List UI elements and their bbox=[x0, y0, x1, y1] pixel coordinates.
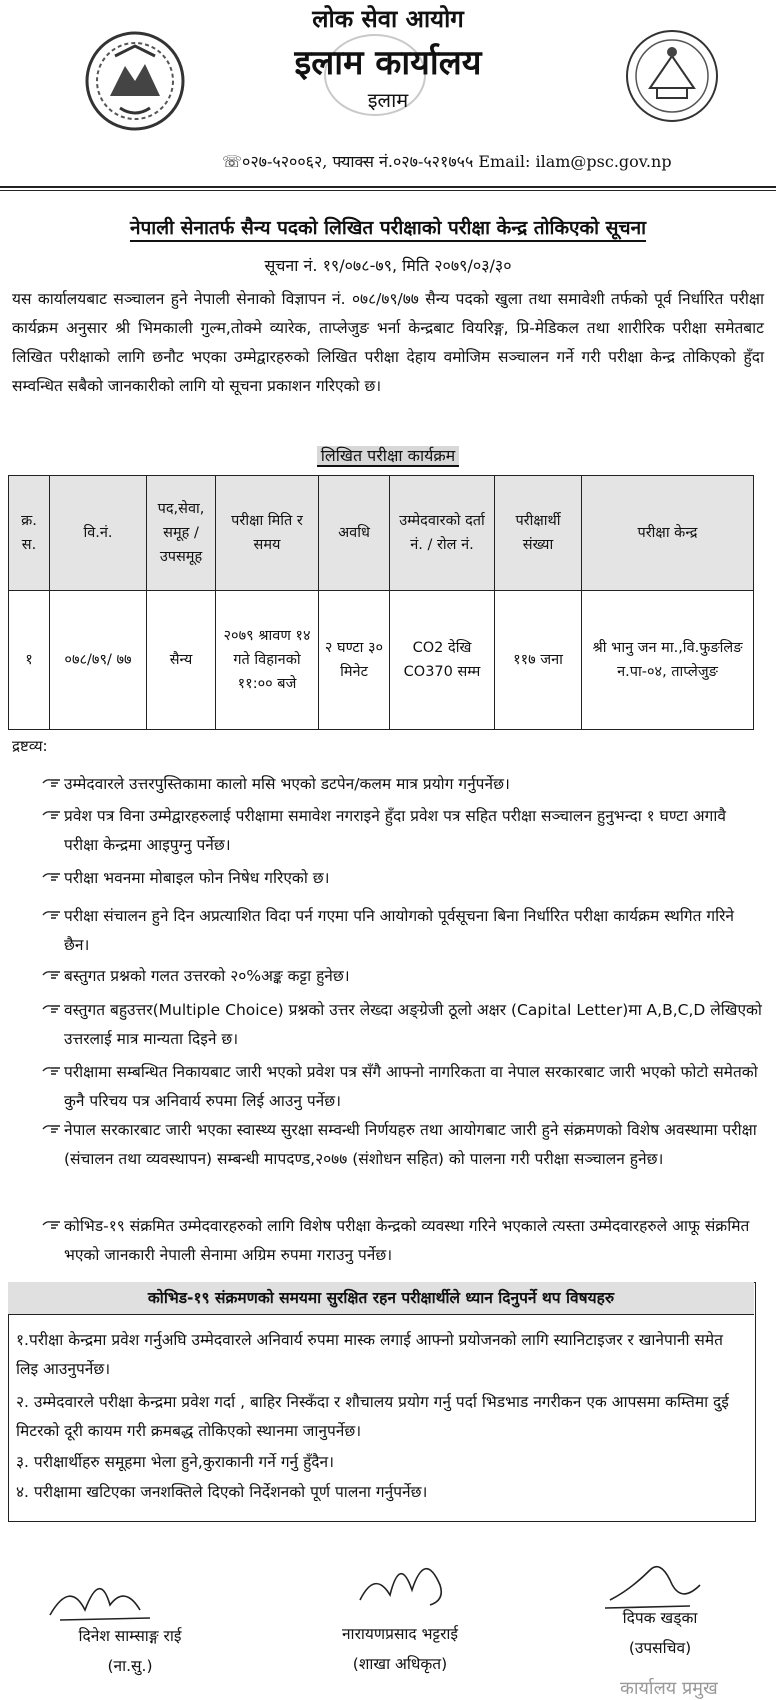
pointing-hand-icon bbox=[42, 968, 62, 982]
table-cell: २०७९ श्रावण १४ गते विहानको ११:०० बजे bbox=[216, 591, 319, 730]
list-item: १.परीक्षा केन्द्रमा प्रवेश गर्नुअघि उम्मेदवारले अनिवार्य रुपमा मास्क लगाई आफ्नो प्रयोजनको लागि स्यानिटाइजर र खानेपानी समेत लिइ आउनुपर्नेछ। bbox=[16, 1331, 723, 1378]
office-city: इलाम bbox=[367, 88, 409, 112]
col-header: अवधि bbox=[319, 476, 390, 591]
pointing-hand-icon bbox=[42, 1218, 62, 1232]
organization-name: लोक सेवा आयोग bbox=[312, 5, 464, 33]
table-row bbox=[9, 591, 754, 730]
list-item: २. उम्मेदवारले परीक्षा केन्द्रमा प्रवेश गर्दा , बाहिर निस्कँदा र शौचालय प्रयोग गर्नु पर्दा भिडभाड नगरीकन एक आपसमा कम्तिमा दुई मिटरको दूरी कायम गरी क्रमबद्ध तोकिएको स्थानमा जानुपर्नेछ। bbox=[16, 1393, 729, 1440]
table-cell: CO2 देखि CO370 सम्म bbox=[390, 591, 495, 730]
header-divider bbox=[0, 186, 776, 188]
pointing-hand-icon bbox=[42, 1002, 62, 1016]
list-item: परीक्षामा सम्बन्धित निकायबाट जारी भएको प्रवेश पत्र सँगै आफ्नो नागरिकता वा नेपाल सरकारबाट जारी भएको फोटो समेतको कुनै परिचय पत्र अनिवार्य रुपमा लिई आउनु पर्नेछ। bbox=[42, 1058, 762, 1116]
list-item: प्रवेश पत्र विना उम्मेद्वारहरुलाई परीक्षामा समावेश नगराइने हुँदा प्रवेश पत्र सहित परीक्षा सञ्चालन हुनुभन्दा १ घण्टा अगावै परीक्षा केन्द्रमा आइपुग्नु पर्नेछ। bbox=[42, 802, 762, 860]
table-header-row bbox=[9, 476, 754, 591]
col-header: परीक्षा मिति र समय bbox=[216, 476, 319, 591]
pointing-hand-icon bbox=[42, 1064, 62, 1078]
list-item: बस्तुगत प्रश्नको गलत उत्तरको २०%अङ्क कट्टा हुनेछ। bbox=[42, 962, 762, 991]
contact-info: ☏०२७-५२००६२, फ्याक्स नं.०२७-५२१७५५ Email: ilam@psc.gov.np bbox=[222, 152, 672, 171]
col-header: उम्मेदवारको दर्ता नं. / रोल नं. bbox=[390, 476, 495, 591]
pointing-hand-icon bbox=[42, 808, 62, 822]
signatory-2-title: (शाखा अधिकृत) bbox=[352, 1655, 448, 1673]
list-item: नेपाल सरकारबाट जारी भएका स्वास्थ्य सुरक्षा सम्वन्धी निर्णयहरु तथा आयोगबाट जारी हुने संक्रमणको विशेष अवस्थामा परीक्षा (संचालन तथा व्यवस्थापन) सम्बन्धी मापदण्ड,२०७७ (संशोधन सहित) को पालना गरी परीक्षा सञ्चालन हुनेछ। bbox=[42, 1116, 762, 1174]
notice-number: सूचना नं. १९/०७८-७९, मिति २०७९/०३/३० bbox=[264, 256, 512, 275]
signatory-3-name: दिपक खड्का bbox=[622, 1609, 698, 1627]
office-name: इलाम कार्यालय bbox=[294, 43, 482, 83]
signature-mark bbox=[350, 1540, 460, 1620]
schedule-table bbox=[8, 475, 754, 730]
signatory-2-name: नारायणप्रसाद भट्टराई bbox=[341, 1625, 459, 1643]
schedule-title: लिखित परीक्षा कार्यक्रम bbox=[0, 444, 776, 466]
list-item: उम्मेदवारले उत्तरपुस्तिकामा कालो मसि भएको डटपेन/कलम मात्र प्रयोग गर्नुपर्नेछ। bbox=[42, 770, 762, 799]
office-chief-stamp: कार्यालय प्रमुख bbox=[620, 1678, 718, 1699]
notice-intro: यस कार्यालयबाट सञ्चालन हुने नेपाली सेनाको विज्ञापन नं. ०७८/७९/७७ सैन्य पदको खुला तथा समावेशी तर्फको पूर्व निर्धारित परीक्षा कार्यक्रम अनुसार श्री भिमकाली गुल्म,तोक्मे व्यारेक, ताप्लेजुङ भर्ना केन्द्रबाट वियरिङ्ग, प्रि-मेडिकल तथा शारीरिक परीक्षा समेतबाट लिखित परीक्षाको लागि छनौट भएका उम्मेद्वारहरुको लिखित परीक्षा देहाय वमोजिम सञ्चालन गर्ने गरी परीक्षा केन्द्र तोकिएको हुँदा सम्वन्धित सबैको जानकारीको लागि यो सूचना प्रकाशन गरिएको छ। bbox=[12, 290, 764, 395]
list-item: परीक्षा भवनमा मोबाइल फोन निषेध गरिएको छ। bbox=[42, 864, 762, 893]
signatory-1-name: दिनेश साम्साङ्ग राई bbox=[78, 1627, 182, 1645]
pointing-hand-icon bbox=[42, 776, 62, 790]
signatory-3-title: (उपसचिव) bbox=[628, 1639, 692, 1657]
list-item: ४. परीक्षामा खटिएका जनशक्तिले दिएको निर्देशनको पूर्ण पालना गर्नुपर्नेछ। bbox=[16, 1483, 428, 1501]
pointing-hand-icon bbox=[42, 908, 62, 922]
table-cell: ०७८/७९/ ७७ bbox=[50, 591, 147, 730]
table-cell: ११७ जना bbox=[495, 591, 582, 730]
table-cell: २ घण्टा ३० मिनेट bbox=[319, 591, 390, 730]
pointing-hand-icon bbox=[42, 870, 62, 884]
list-item: ३. परीक्षार्थीहरु समूहमा भेला हुने,कुराकानी गर्ने गर्नु हुँदैन। bbox=[16, 1453, 335, 1471]
notes-heading: द्रष्टव्य: bbox=[12, 737, 48, 755]
col-header: परीक्षा केन्द्र bbox=[582, 476, 754, 591]
list-item: वस्तुगत बहुउत्तर(Multiple Choice) प्रश्नको उत्तर लेख्दा अङ्ग्रेजी ठूलो अक्षर (Capital Letter)मा A,B,C,D लेखिएको उत्तरलाई मात्र मान्यता दिइने छ। bbox=[42, 996, 762, 1054]
notice-title: नेपाली सेनातर्फ सैन्य पदको लिखित परीक्षाको परीक्षा केन्द्र तोकिएको सूचना bbox=[0, 214, 776, 240]
covid-guidelines-heading: कोभिड-१९ संक्रमणको समयमा सुरक्षित रहन परीक्षार्थीले ध्यान दिनुपर्ने थप विषयहरु bbox=[8, 1282, 754, 1315]
list-item: कोभिड-१९ संक्रमित उम्मेदवारहरुको लागि विशेष परीक्षा केन्द्रको व्यवस्था गरिने भएकाले त्यस्ता उम्मेदवारहरुले आफू संक्रमित भएको जानकारी नेपाली सेनामा अग्रिम रुपमा गराउनु पर्नेछ। bbox=[42, 1212, 762, 1270]
col-header: क्र. स. bbox=[9, 476, 50, 591]
signatory-1-title: (ना.सु.) bbox=[107, 1657, 153, 1675]
table-cell: श्री भानु जन मा.,वि.फुङलिङ न.पा-०४, ताप्लेजुङ bbox=[582, 591, 754, 730]
header-divider-2 bbox=[0, 190, 776, 191]
col-header: परीक्षार्थी संख्या bbox=[495, 476, 582, 591]
table-cell: सैन्य bbox=[147, 591, 216, 730]
col-header: पद,सेवा, समूह / उपसमूह bbox=[147, 476, 216, 591]
table-cell: १ bbox=[9, 591, 50, 730]
list-item: परीक्षा संचालन हुने दिन अप्रत्याशित विदा पर्न गएमा पनि आयोगको पूर्वसूचना बिना निर्धारित परीक्षा कार्यक्रम स्थगित गरिने छैन। bbox=[42, 902, 762, 960]
pointing-hand-icon bbox=[42, 1122, 62, 1136]
signature-mark bbox=[40, 1560, 160, 1630]
col-header: वि.नं. bbox=[50, 476, 147, 591]
